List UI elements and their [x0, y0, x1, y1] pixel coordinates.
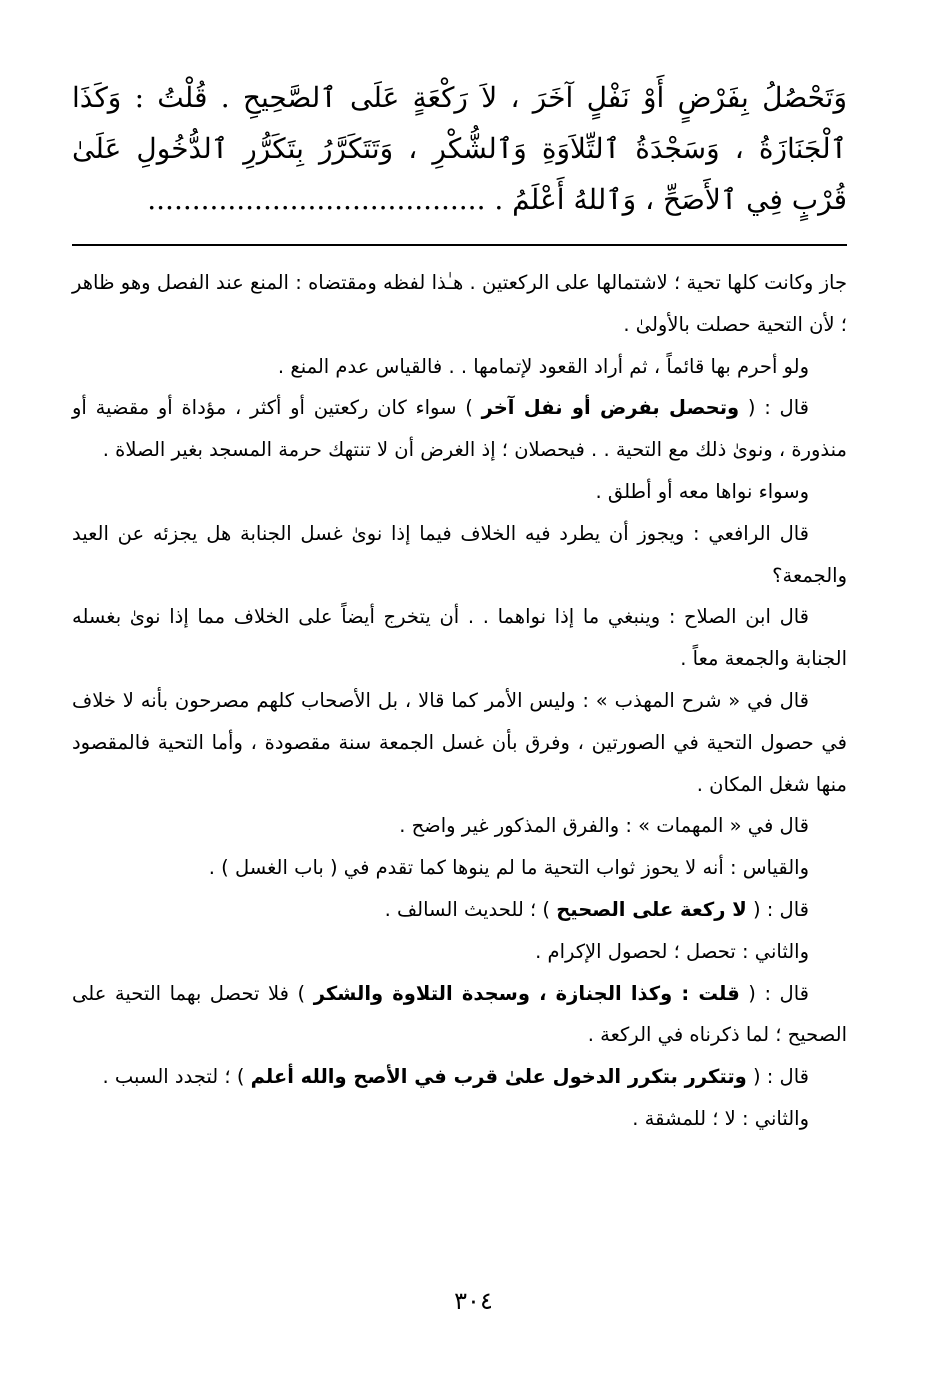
commentary-paragraph: [72, 1056, 847, 1098]
paragraph-text: قال في « المهمات » : والفرق المذكور غير واضح .: [399, 814, 809, 838]
commentary-block: [72, 262, 847, 1140]
commentary-paragraph: [72, 805, 847, 847]
commentary-paragraph: [72, 1098, 847, 1140]
commentary-paragraph: [72, 387, 847, 471]
paragraph-text: ) سواء كان ركعتين أو أكثر ، مؤداة أو مقضية أو منذورة ، ونوىٰ ذلك مع التحية . . فيحصلان ؛ إذ الغرض أن لا تنتهك حرمة المسجد بغير الصلاة .: [72, 396, 847, 462]
commentary-paragraph: [72, 513, 847, 597]
paragraph-text: ) ؛ للحديث السالف .: [384, 897, 557, 921]
paragraph-text: قال : (: [746, 897, 809, 921]
separator-line: [72, 244, 847, 246]
paragraph-text: قال : (: [739, 396, 809, 420]
matn-dots: ......................................: [147, 183, 486, 216]
paragraph-text: قال ابن الصلاح : وينبغي ما إذا نواهما . . أن يتخرج أيضاً على الخلاف مما إذا نوىٰ بغسله الجنابة والجمعة معاً .: [72, 605, 847, 671]
paragraph-text: والثاني : تحصل ؛ لحصول الإكرام .: [535, 939, 809, 963]
commentary-paragraph: [72, 973, 847, 1057]
commentary-paragraph: [72, 889, 847, 931]
commentary-paragraph: [72, 680, 847, 805]
quoted-matn: وتحصل بفرض أو نفل آخر: [481, 396, 740, 420]
commentary-paragraph: [72, 471, 847, 513]
paragraph-text: وسواء نواها معه أو أطلق .: [595, 479, 809, 503]
quoted-matn: وتتكرر بتكرر الدخول علىٰ قرب في الأصح والله أعلم: [250, 1065, 747, 1089]
paragraph-text: قال : (: [739, 981, 809, 1005]
commentary-paragraph: [72, 262, 847, 346]
paragraph-text: والقياس : أنه لا يحوز ثواب التحية ما لم ينوها كما تقدم في ( باب الغسل ) .: [208, 856, 809, 880]
commentary-paragraph: [72, 931, 847, 973]
commentary-paragraph: [72, 346, 847, 388]
matn-text-block: [72, 72, 847, 225]
paragraph-text: ولو أحرم بها قائماً ، ثم أراد القعود لإتمامها . . فالقياس عدم المنع .: [277, 354, 809, 378]
paragraph-text: جاز وكانت كلها تحية ؛ لاشتمالها على الركعتين . هـٰذا لفظه ومقتضاه : المنع عند الفصل وهو ظاهر ؛ لأن التحية حصلت بالأولىٰ .: [72, 271, 847, 336]
paragraph-text: قال في « شرح المهذب » : وليس الأمر كما قالا ، بل الأصحاب كلهم مصرحون بأنه لا خلاف في حصول التحية في الصورتين ، وفرق بأن غسل الجمعة سنة مقصودة ، وأما التحية فالمقصود منها شغل المكان .: [72, 688, 847, 796]
paragraph-text: قال : (: [746, 1065, 809, 1089]
page-number: ٣٠٤: [454, 1287, 493, 1315]
commentary-paragraph: [72, 596, 847, 680]
paragraph-text: ) فلا تحصل بهما التحية على الصحيح ؛ لما ذكرناه في الركعة .: [72, 981, 847, 1047]
matn-text: وَتَحْصُلُ بِفَرْضٍ أَوْ نَفْلٍ آخَرَ ، لاَ رَكْعَةٍ عَلَى ٱلصَّحِيحِ . قُلْتُ : وَكَذَا ٱلْجَنَازَةُ ، وَسَجْدَةُ ٱلتِّلاَوَةِ وَٱلشُّكْرِ ، وَتَتَكَرَّرُ بِتَكَرُّرِ ٱلدُّخُولِ عَلَىٰ قُرْبٍ فِي ٱلأَصَحِّ ، وَٱللهُ أَعْلَمُ .: [72, 81, 847, 216]
paragraph-text: ) ؛ لتجدد السبب .: [102, 1065, 251, 1089]
commentary-paragraph: [72, 847, 847, 889]
quoted-matn: لا ركعة على الصحيح: [556, 897, 747, 921]
paragraph-text: قال الرافعي : ويجوز أن يطرد فيه الخلاف فيما إذا نوىٰ غسل الجنابة هل يجزئه عن العيد والجمعة؟: [72, 521, 847, 587]
paragraph-text: والثاني : لا ؛ للمشقة .: [632, 1106, 809, 1130]
quoted-matn: قلت : وكذا الجنازة ، وسجدة التلاوة والشكر: [313, 981, 740, 1005]
